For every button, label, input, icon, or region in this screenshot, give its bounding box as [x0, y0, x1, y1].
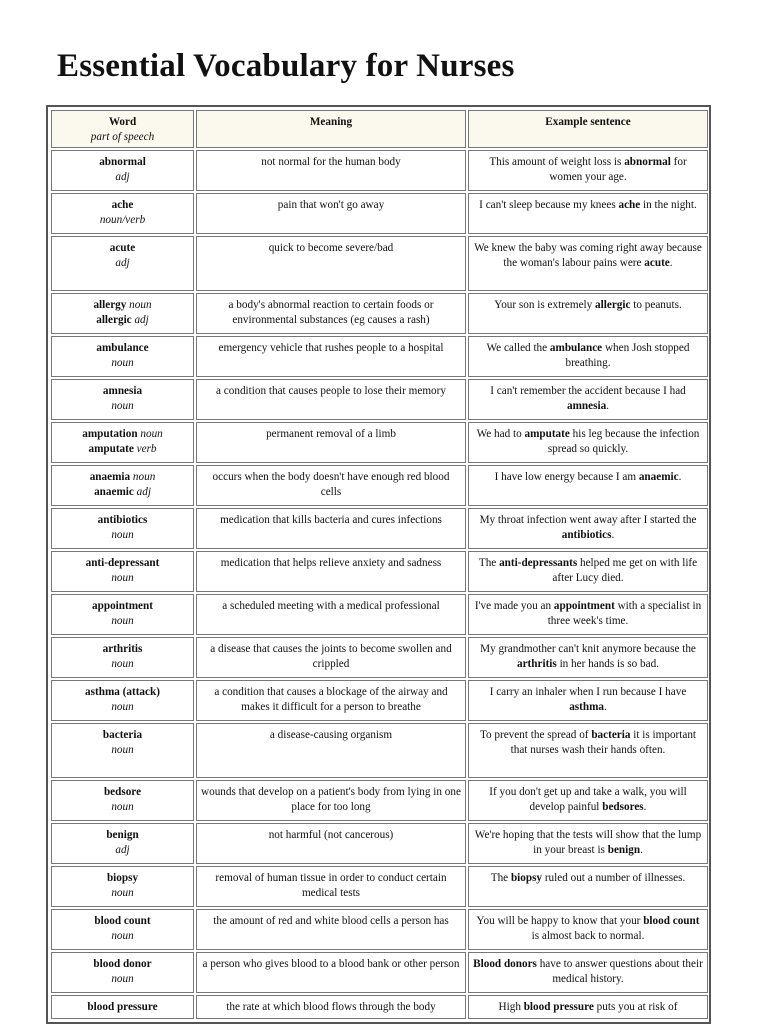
example-text: The — [478, 557, 500, 569]
meaning-cell: not normal for the human body — [196, 150, 466, 191]
word-cell — [51, 995, 194, 1019]
word-entry — [56, 785, 189, 800]
part-of-speech: adj — [134, 313, 149, 326]
meaning-cell: medication that helps relieve anxiety and sadness — [196, 551, 466, 592]
example-highlight: arthritis — [516, 657, 557, 670]
table-row — [51, 594, 708, 635]
part-of-speech: noun — [111, 657, 134, 670]
word-term: acute — [109, 242, 136, 254]
word-cell — [51, 780, 194, 821]
example-text: The — [490, 872, 511, 884]
part-of-speech: noun — [132, 471, 156, 483]
example-highlight: Blood donors — [473, 958, 537, 970]
part-of-speech: noun/verb — [99, 213, 146, 226]
table-row — [51, 637, 708, 678]
header-meaning: Meaning — [196, 110, 466, 148]
example-text: We called the — [486, 342, 550, 354]
word-cell — [51, 909, 194, 950]
example-cell — [468, 236, 708, 291]
table-row — [51, 336, 708, 377]
vocabulary-table-frame — [46, 105, 711, 1024]
example-text: in the night. — [640, 199, 697, 211]
word-entry — [56, 828, 189, 843]
example-highlight: appointment — [553, 600, 615, 612]
meaning-cell: a disease-causing organism — [196, 723, 466, 778]
word-cell — [51, 723, 194, 778]
example-cell — [468, 866, 708, 907]
vocabulary-table — [49, 108, 710, 1021]
meaning-cell: a person who gives blood to a blood bank or other person — [196, 952, 466, 993]
example-text: We knew the baby was coming right away because the woman's labour pains were — [474, 242, 702, 269]
part-of-speech: noun — [111, 886, 134, 899]
example-cell — [468, 995, 708, 1019]
part-of-speech: noun — [111, 929, 134, 942]
example-cell — [468, 379, 708, 420]
example-cell — [468, 909, 708, 950]
part-of-speech: noun — [111, 571, 134, 584]
word-entry — [56, 442, 189, 457]
table-row — [51, 293, 708, 334]
part-of-speech: noun — [111, 614, 134, 627]
word-term: asthma (attack) — [85, 686, 160, 698]
example-cell — [468, 193, 708, 234]
table-row — [51, 236, 708, 291]
word-term: blood count — [94, 915, 151, 927]
example-text: his leg because the infection spread so quickly. — [547, 428, 700, 455]
example-highlight: blood pressure — [523, 1001, 594, 1013]
part-of-speech: noun — [111, 700, 134, 713]
word-cell — [51, 508, 194, 549]
table-row — [51, 150, 708, 191]
word-entry — [56, 384, 189, 399]
word-entry — [56, 728, 189, 743]
example-highlight: anti-depressants — [499, 557, 578, 569]
word-cell — [51, 379, 194, 420]
table-row — [51, 823, 708, 864]
word-entry — [56, 427, 189, 442]
example-text: This amount of weight loss is — [489, 156, 625, 168]
word-entry — [56, 313, 189, 328]
example-text: We had to — [476, 428, 525, 440]
meaning-cell: wounds that develop on a patient's body from lying in one place for too long — [196, 780, 466, 821]
part-of-speech: noun — [111, 972, 134, 985]
example-text: to peanuts. — [630, 299, 682, 311]
word-cell — [51, 952, 194, 993]
table-row — [51, 379, 708, 420]
example-text: in her hands is so bad. — [556, 657, 659, 670]
word-entry — [56, 556, 189, 571]
example-cell — [468, 150, 708, 191]
meaning-cell: permanent removal of a limb — [196, 422, 466, 463]
word-cell — [51, 680, 194, 721]
word-term: amputate — [88, 442, 134, 455]
word-cell — [51, 150, 194, 191]
example-text: High — [498, 1001, 524, 1013]
page-title: Essential Vocabulary for Nurses — [57, 48, 515, 84]
word-entry — [56, 599, 189, 614]
part-of-speech: adj — [136, 485, 151, 498]
example-text: Your son is extremely — [494, 299, 596, 311]
word-entry — [56, 914, 189, 929]
example-text: I can't sleep because my knees — [479, 199, 619, 211]
meaning-cell: a condition that causes a blockage of the airway and makes it difficult for a person to breathe — [196, 680, 466, 721]
word-term: allergy — [93, 299, 127, 311]
example-text: I carry an inhaler when I run because I have — [489, 686, 687, 698]
word-term: anaemia — [89, 471, 131, 483]
word-term: anaemic — [94, 485, 134, 498]
example-cell — [468, 680, 708, 721]
word-term: amputation — [82, 428, 138, 440]
word-entry — [56, 642, 189, 657]
example-text: I can't remember the accident because I had — [490, 385, 686, 397]
word-term: bedsore — [103, 786, 142, 798]
example-cell — [468, 551, 708, 592]
example-text: . — [604, 700, 607, 713]
meaning-cell: medication that kills bacteria and cures infections — [196, 508, 466, 549]
example-text: My throat infection went away after I started the — [479, 514, 697, 526]
word-entry — [56, 871, 189, 886]
example-highlight: asthma — [569, 700, 604, 713]
example-text: . — [640, 843, 643, 856]
table-row — [51, 723, 708, 778]
word-term: ache — [111, 199, 134, 211]
word-term: allergic — [96, 313, 132, 326]
word-cell — [51, 551, 194, 592]
example-text: . — [678, 471, 682, 483]
example-text: puts you at risk of — [593, 1001, 678, 1013]
word-cell — [51, 594, 194, 635]
word-entry — [56, 513, 189, 528]
word-term: antibiotics — [97, 514, 148, 526]
word-term: benign — [106, 829, 139, 841]
word-term: arthritis — [102, 643, 143, 655]
word-term: bacteria — [102, 729, 143, 741]
example-cell — [468, 823, 708, 864]
part-of-speech: noun — [140, 428, 163, 440]
example-text: To prevent the spread of — [479, 729, 592, 741]
word-term: amnesia — [102, 385, 143, 397]
example-cell — [468, 723, 708, 778]
example-text: ruled out a number of illnesses. — [542, 872, 686, 884]
example-highlight: biopsy — [510, 872, 543, 884]
part-of-speech: verb — [136, 442, 157, 455]
word-cell — [51, 293, 194, 334]
example-cell — [468, 952, 708, 993]
part-of-speech: noun — [111, 399, 134, 412]
meaning-cell: a disease that causes the joints to become swollen and crippled — [196, 637, 466, 678]
example-text: If you don't get up and take a walk, you will develop painful — [489, 786, 687, 813]
part-of-speech: noun — [111, 356, 134, 369]
meaning-cell: the amount of red and white blood cells a person has — [196, 909, 466, 950]
meaning-cell: emergency vehicle that rushes people to a hospital — [196, 336, 466, 377]
word-entry — [56, 155, 189, 170]
example-text: have to answer questions about their medical history. — [536, 958, 703, 985]
word-entry — [56, 298, 189, 313]
example-highlight: amputate — [524, 428, 570, 440]
word-term: anti-depressant — [85, 557, 160, 569]
part-of-speech: noun — [129, 299, 152, 311]
meaning-cell: a scheduled meeting with a medical professional — [196, 594, 466, 635]
part-of-speech: noun — [111, 800, 134, 813]
example-highlight: amnesia — [567, 399, 607, 412]
meaning-cell: occurs when the body doesn't have enough red blood cells — [196, 465, 466, 506]
example-highlight: allergic — [595, 299, 631, 311]
example-text: I've made you an — [474, 600, 554, 612]
header-part-of-speech-label: part of speech — [90, 130, 155, 143]
table-row — [51, 952, 708, 993]
example-text: when Josh stopped breathing. — [565, 342, 690, 369]
word-entry — [56, 685, 189, 700]
example-highlight: ache — [618, 199, 641, 211]
header-word — [51, 110, 194, 148]
word-term: appointment — [92, 600, 153, 612]
word-cell — [51, 236, 194, 291]
example-text: is almost back to normal. — [531, 929, 645, 942]
example-text: . — [611, 528, 615, 541]
part-of-speech: noun — [111, 743, 134, 756]
table-row — [51, 465, 708, 506]
example-cell — [468, 336, 708, 377]
part-of-speech: adj — [115, 170, 130, 183]
example-text: My grandmother can't knit anymore because the — [480, 643, 696, 655]
example-text: . — [643, 800, 647, 813]
example-highlight: bedsores — [602, 800, 644, 813]
word-cell — [51, 823, 194, 864]
part-of-speech: adj — [115, 843, 130, 856]
table-row — [51, 680, 708, 721]
example-cell — [468, 465, 708, 506]
table-row — [51, 551, 708, 592]
example-text: it is important that nurses wash their hands often. — [510, 729, 697, 756]
example-text: You will be happy to know that your — [476, 915, 644, 927]
header-word-label: Word — [108, 116, 137, 128]
word-term: blood donor — [93, 958, 152, 970]
example-text: We're hoping that the tests will show that the lump in your breast is — [474, 829, 702, 856]
meaning-cell: not harmful (not cancerous) — [196, 823, 466, 864]
example-text: . — [606, 399, 609, 412]
word-term: ambulance — [96, 342, 149, 354]
word-cell — [51, 866, 194, 907]
word-cell — [51, 637, 194, 678]
example-cell — [468, 422, 708, 463]
meaning-cell: quick to become severe/bad — [196, 236, 466, 291]
part-of-speech: adj — [115, 256, 130, 269]
example-highlight: abnormal — [624, 156, 671, 168]
example-text: helped me get on with life after Lucy died. — [552, 557, 698, 584]
word-entry — [56, 341, 189, 356]
word-cell — [51, 422, 194, 463]
table-header-row — [51, 110, 708, 148]
example-cell — [468, 508, 708, 549]
header-example: Example sentence — [468, 110, 708, 148]
meaning-cell: a body's abnormal reaction to certain foods or environmental substances (eg causes a rash) — [196, 293, 466, 334]
word-term: abnormal — [99, 156, 146, 168]
meaning-cell: the rate at which blood flows through the body — [196, 995, 466, 1019]
example-text: for women your age. — [549, 156, 687, 183]
table-row — [51, 995, 708, 1019]
example-cell — [468, 637, 708, 678]
table-row — [51, 193, 708, 234]
example-highlight: blood count — [643, 915, 700, 927]
word-entry — [56, 485, 189, 500]
table-row — [51, 866, 708, 907]
word-cell — [51, 193, 194, 234]
meaning-cell: removal of human tissue in order to conduct certain medical tests — [196, 866, 466, 907]
word-entry — [56, 1000, 189, 1015]
table-row — [51, 780, 708, 821]
word-term: blood pressure — [87, 1001, 158, 1013]
word-entry — [56, 198, 189, 213]
example-highlight: bacteria — [591, 729, 631, 741]
word-entry — [56, 957, 189, 972]
word-cell — [51, 465, 194, 506]
example-highlight: anaemic — [638, 471, 679, 483]
word-term: biopsy — [106, 872, 139, 884]
word-cell — [51, 336, 194, 377]
part-of-speech: noun — [111, 528, 134, 541]
meaning-cell: pain that won't go away — [196, 193, 466, 234]
table-row — [51, 508, 708, 549]
example-cell — [468, 293, 708, 334]
example-highlight: benign — [607, 843, 641, 856]
table-row — [51, 422, 708, 463]
example-highlight: antibiotics — [561, 528, 612, 541]
example-text: with a specialist in three week's time. — [547, 600, 702, 627]
example-cell — [468, 594, 708, 635]
word-entry — [56, 241, 189, 256]
meaning-cell: a condition that causes people to lose their memory — [196, 379, 466, 420]
example-text: . — [669, 256, 673, 269]
table-row — [51, 909, 708, 950]
example-text: I have low energy because I am — [494, 471, 639, 483]
word-entry — [56, 470, 189, 485]
example-highlight: ambulance — [549, 342, 603, 354]
example-cell — [468, 780, 708, 821]
example-highlight: acute — [644, 256, 670, 269]
